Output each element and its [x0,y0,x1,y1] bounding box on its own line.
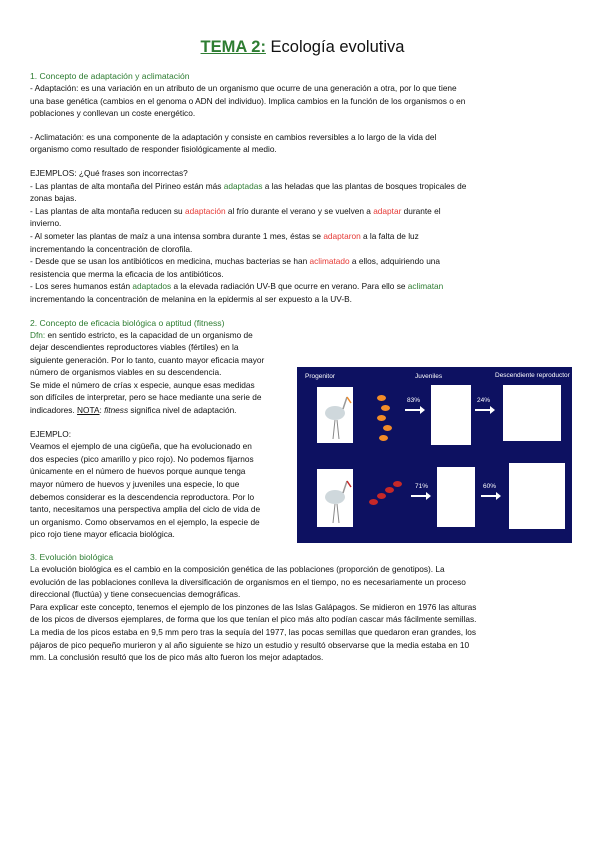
example-line: zonas bajas. [30,193,77,204]
percentage-label: 71% [415,483,429,490]
example-line: invierno. [30,218,62,229]
paragraph-line: - Aclimatación: es una componente de la adaptación y consiste en cambios reversibles a lo largo de la vida del [30,131,437,142]
egg-icon [377,395,386,401]
paragraph-line: - Adaptación: es una variación en un atributo de un organismo que ocurre de una generación a otra, por lo que tiene [30,83,457,93]
paragraph-line: direccional (fluctúa) y tiene consecuencias demográficas. [30,589,241,600]
paragraph-line: Para explicar este concepto, tenemos el ejemplo de los pinzones de las Islas Galápagos. Se midieron en 1976 las alturas [30,601,477,612]
highlight-term: adaptados [132,281,172,292]
stork-icon [317,469,353,527]
example-heading: EJEMPLO: [30,428,72,439]
paragraph-line: Se mide el número de crías x especie, aunque esas medidas [30,379,255,390]
paragraph-line: número de organismos viables en su descendencia. [30,367,222,378]
page-title [30,37,575,57]
egg-icon [377,415,386,421]
nota-label: NOTA [77,405,100,416]
example-line: incrementando la concentración de clorofila. [30,243,193,254]
paragraph-line: únicamente en el número de huevos porque aunque tenga [30,466,246,477]
example-line: - Al someter las plantas de maíz a una intensa sombra durante 1 mes, éstas se adaptaron a la falta de luz [30,230,419,241]
example-line: resistencia que merma la eficacia de los antibióticos. [30,268,224,279]
percentage-label: 24% [477,397,491,404]
paragraph-line: una base genética (cambios en el genoma o ADN del individuo). Implica cambios en la función de los organismos o en [30,95,466,106]
egg-icon [369,499,378,505]
paragraph-line: un organismo. Como observamos en el ejemplo, la especie de [30,516,260,527]
highlight-term: aclimatado [309,256,350,267]
paragraph-line: indicadores. NOTA: fitness significa nivel de adaptación. [30,405,237,416]
percentage-label: 83% [407,397,421,404]
label-descendiente: Descendiente reproductor [495,372,570,379]
dfn-label: Dfn: [30,329,46,340]
paragraph-line: mayor número de huevos y juveniles una especie, lo que [30,479,240,490]
paragraph-line: son difíciles de interpretar, pero se hace mediante una serie de [30,392,262,403]
paragraph-line: Dfn: en sentido estricto, es la capacidad de un organismo de [30,329,253,340]
egg-icon [381,405,390,411]
paragraph-line: dos especies (pico amarillo y pico rojo). No podemos fijarnos [30,453,254,464]
label-juveniles: Juveniles [415,373,443,380]
example-line: incrementando la concentración de melanina en la epidermis al ser expuesto a la UV-B. [30,293,352,304]
paragraph-line: evolución de las poblaciones conlleva la diversificación de organismos en el tiempo, no es necesariamente un proceso [30,576,466,587]
descendant-image [503,385,561,441]
label-progenitor: Progenitor [305,373,335,380]
highlight-term: adaptaron [323,230,361,241]
paragraph-line: Veamos el ejemplo de una cigüeña, que ha evolucionado en [30,441,252,452]
example-line: - Desde que se usan los antibióticos en medicina, muchas bacterias se han aclimatado a ellos, adquiriendo una [30,256,441,267]
juveniles-image [431,385,471,445]
stork-image [317,387,353,443]
arrow-icon [481,495,499,497]
paragraph-line: La evolución biológica es el cambio en la composición genética de las poblaciones (proporción de genotipos). La [30,564,445,574]
stork-icon [317,387,353,443]
egg-icon [379,435,388,441]
stork-image [317,469,353,527]
example-line: - Las plantas de alta montaña reducen su adaptación al frío durante el verano y se vuelven a adaptar durante el [30,205,441,216]
section-2-heading: 2. Concepto de eficacia biológica o aptitud (fitness) [30,317,225,328]
paragraph-line: La media de los picos estaba en 9,5 mm pero tras la sequía del 1977, las pocas semillas que quedaron eran grandes, los [30,626,476,637]
title-text: Ecología evolutiva [270,38,405,56]
highlight-term: adaptación [184,205,226,216]
section-2-text [30,329,320,542]
juveniles-image [437,467,475,527]
egg-icon [377,493,386,499]
paragraph-line: tanto, necesitamos una perspectiva amplia del ciclo de vida de [30,504,261,515]
paragraph-line: pájaros de pico pequeño murieron y al año siguiente se hizo un estudio y resultó observarse que la media estaba en 10 [30,639,470,650]
descendant-image [509,463,565,529]
example-line: - Los seres humanos están adaptados a la elevada radiación UV-B que ocurre en verano. Para ello se aclimatan [30,281,444,292]
egg-icon [385,487,394,493]
section-1-heading: 1. Concepto de adaptación y aclimatación [30,71,190,81]
highlight-term: adaptar [373,205,402,216]
stork-fitness-figure [297,367,572,543]
percentage-label: 60% [483,483,497,490]
section-3-heading: 3. Evolución biológica [30,552,114,562]
paragraph-line: debemos considerar es la descendencia reproductora. Por lo [30,491,255,502]
arrow-icon [411,495,429,497]
example-line: - Las plantas de alta montaña del Pirineo están más adaptadas a las heladas que las plantas de bosques tropicales de [30,180,467,191]
paragraph-line: de los picos de diversos ejemplares, de forma que los que tenían el pico más alto podían cascar más fácilmente semillas. [30,614,477,625]
paragraph-line: organismo como resultado de responder fisiológicamente al medio. [30,144,277,155]
paragraph-line: dejar descendientes reproductores viables (fértiles) en la [30,342,239,353]
egg-icon [393,481,402,487]
paragraph-line: pico rojo tiene mayor eficacia biológica. [30,529,175,540]
document-page [30,0,575,664]
examples-heading: EJEMPLOS: ¿Qué frases son incorrectas? [30,167,188,178]
highlight-term: aclimatan [407,281,444,292]
highlight-term: adaptadas [223,180,263,191]
arrow-icon [475,409,493,411]
paragraph-line: siguiente generación. Por lo tanto, cuanto mayor eficacia mayor [30,354,265,365]
paragraph-line: mm. La conclusión resultó que los de pico más alto fueron los mejor adaptados. [30,652,324,663]
egg-icon [383,425,392,431]
paragraph-line: poblaciones y conllevan un coste energético. [30,108,196,119]
title-number: TEMA 2: [200,38,266,56]
arrow-icon [405,409,423,411]
